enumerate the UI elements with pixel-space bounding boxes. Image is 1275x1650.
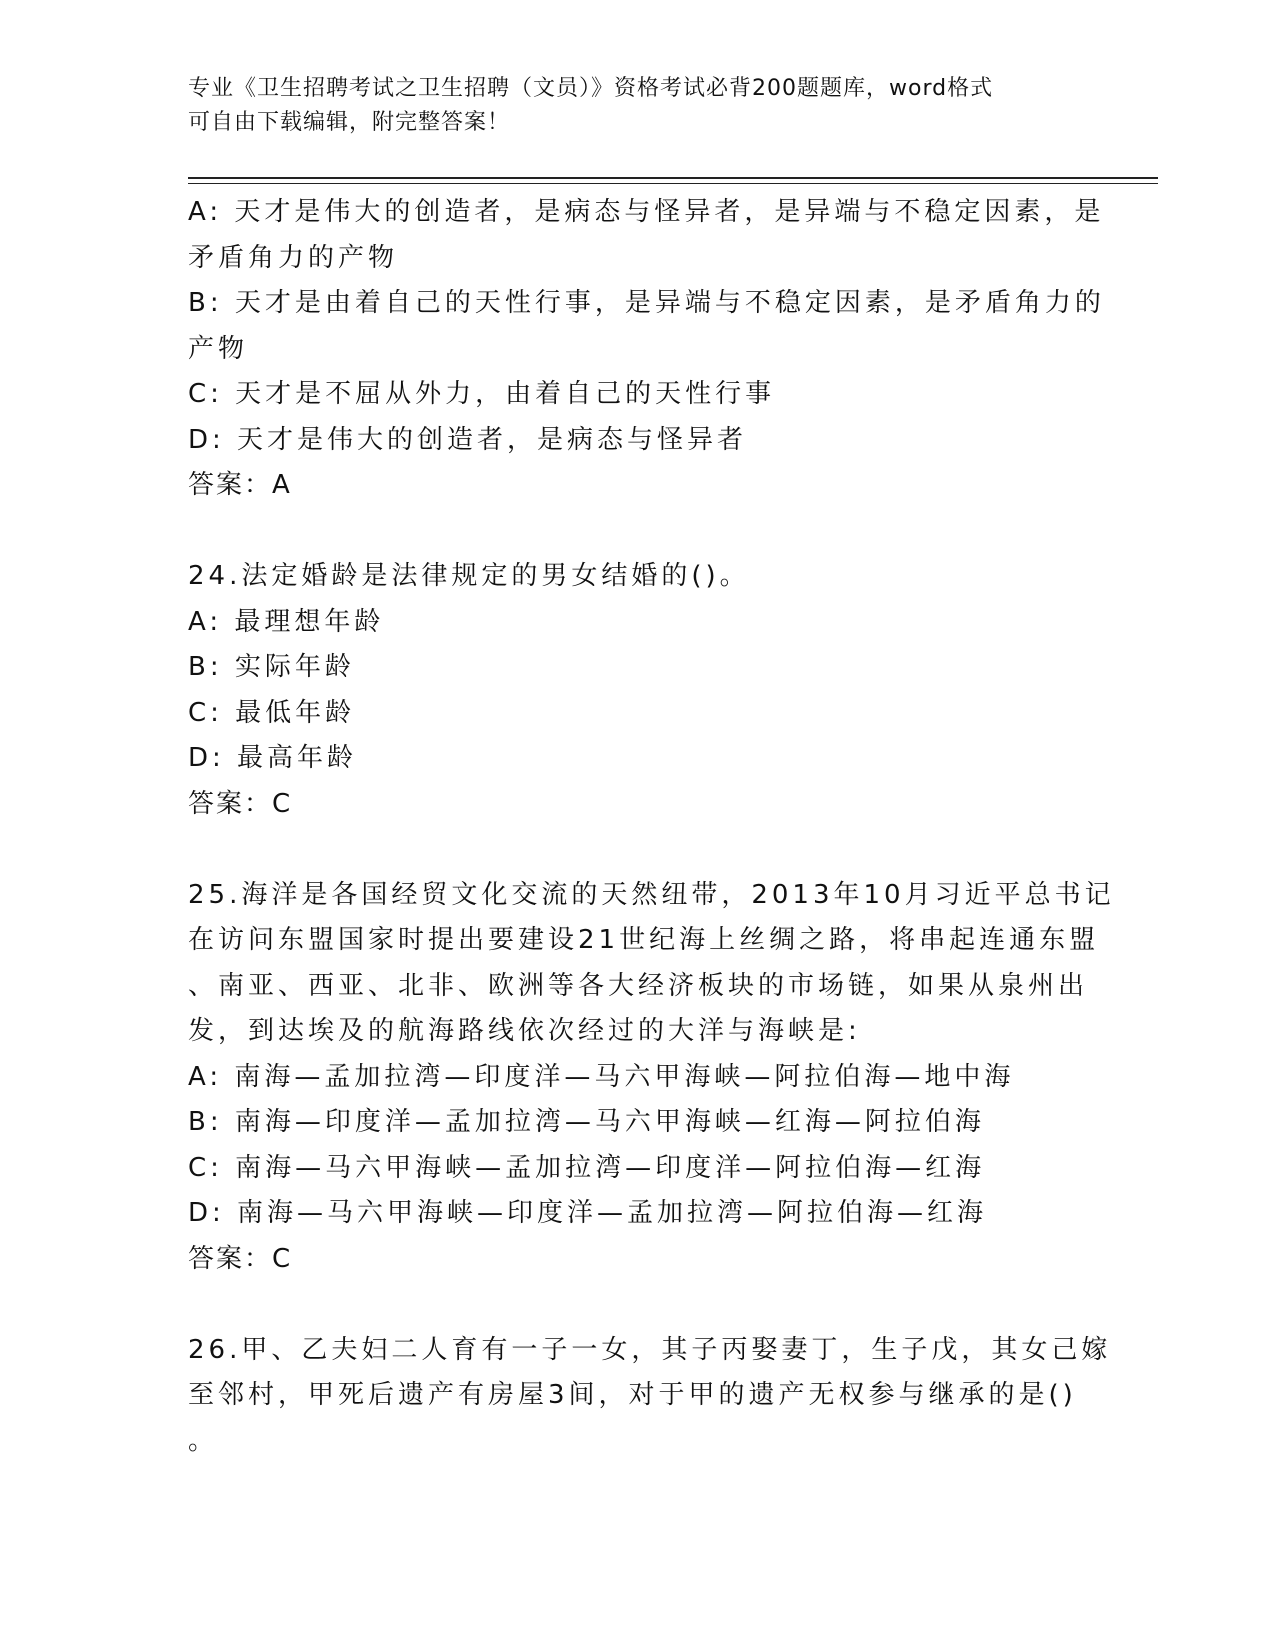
header-rule-thin — [188, 183, 1158, 184]
question-stem-line-4: 发，到达埃及的航海路线依次经过的大洋与海峡是: — [188, 1016, 861, 1046]
option-a-line-1: A: 天才是伟大的创造者，是病态与怪异者，是异端与不稳定因素，是 — [188, 197, 1105, 227]
spacer — [188, 827, 1088, 873]
answer: 答案：A — [188, 470, 292, 500]
question-stem-line-2: 在访问东盟国家时提出要建设21世纪海上丝绸之路，将串起连通东盟 — [188, 925, 1100, 955]
question-stem: 24.法定婚龄是法律规定的男女结婚的()。 — [188, 561, 750, 591]
option-b: B: 实际年龄 — [188, 652, 355, 682]
option-b-line-2: 产物 — [188, 333, 249, 364]
header-line-1: 专业《卫生招聘考试之卫生招聘（文员）》资格考试必背200题题库，word格式 — [188, 76, 994, 101]
option-d: D: 天才是伟大的创造者，是病态与怪异者 — [188, 424, 748, 455]
spacer — [188, 1282, 1088, 1328]
option-d: D: 南海—马六甲海峡—印度洋—孟加拉湾—阿拉伯海—红海 — [188, 1198, 988, 1228]
document-header — [188, 72, 1068, 140]
answer: 答案：C — [188, 788, 293, 819]
header-rule-thick — [188, 177, 1158, 179]
option-c: C: 南海—马六甲海峡—孟加拉湾—印度洋—阿拉伯海—红海 — [188, 1152, 986, 1183]
header-line-2: 可自由下载编辑，附完整答案！ — [188, 110, 511, 135]
question-25 — [188, 873, 1115, 1283]
question-24 — [188, 554, 1088, 827]
question-stem-line-2: 至邻村，甲死后遗产有房屋3间，对于甲的遗产无权参与继承的是() — [188, 1380, 1077, 1410]
question-26 — [188, 1328, 1112, 1465]
option-b: B: 南海—印度洋—孟加拉湾—马六甲海峡—红海—阿拉伯海 — [188, 1107, 985, 1137]
option-c: C: 天才是不屈从外力，由着自己的天性行事 — [188, 379, 776, 409]
question-stem-line-3: 、南亚、西亚、北非、欧洲等各大经济板块的市场链，如果从泉州出 — [188, 970, 1089, 1001]
answer: 答案：C — [188, 1243, 293, 1274]
option-a-line-2: 矛盾角力的产物 — [188, 242, 399, 273]
option-a: A: 南海—孟加拉湾—印度洋—马六甲海峡—阿拉伯海—地中海 — [188, 1061, 1015, 1092]
question-stem-line-1: 25.海洋是各国经贸文化交流的天然纽带，2013年10月习近平总书记 — [188, 879, 1115, 910]
option-a: A: 最理想年龄 — [188, 606, 385, 637]
document-body — [188, 190, 1115, 1464]
option-b-line-1: B: 天才是由着自己的天性行事，是异端与不稳定因素，是矛盾角力的 — [188, 288, 1105, 318]
question-23-options — [188, 190, 1105, 509]
spacer — [188, 509, 1088, 555]
option-d: D: 最高年龄 — [188, 743, 358, 773]
question-stem-line-3: 。 — [188, 1425, 219, 1456]
question-stem-line-1: 26.甲、乙夫妇二人育有一子一女，其子丙娶妻丁，生子戊，其女己嫁 — [188, 1334, 1112, 1365]
option-c: C: 最低年龄 — [188, 697, 356, 728]
